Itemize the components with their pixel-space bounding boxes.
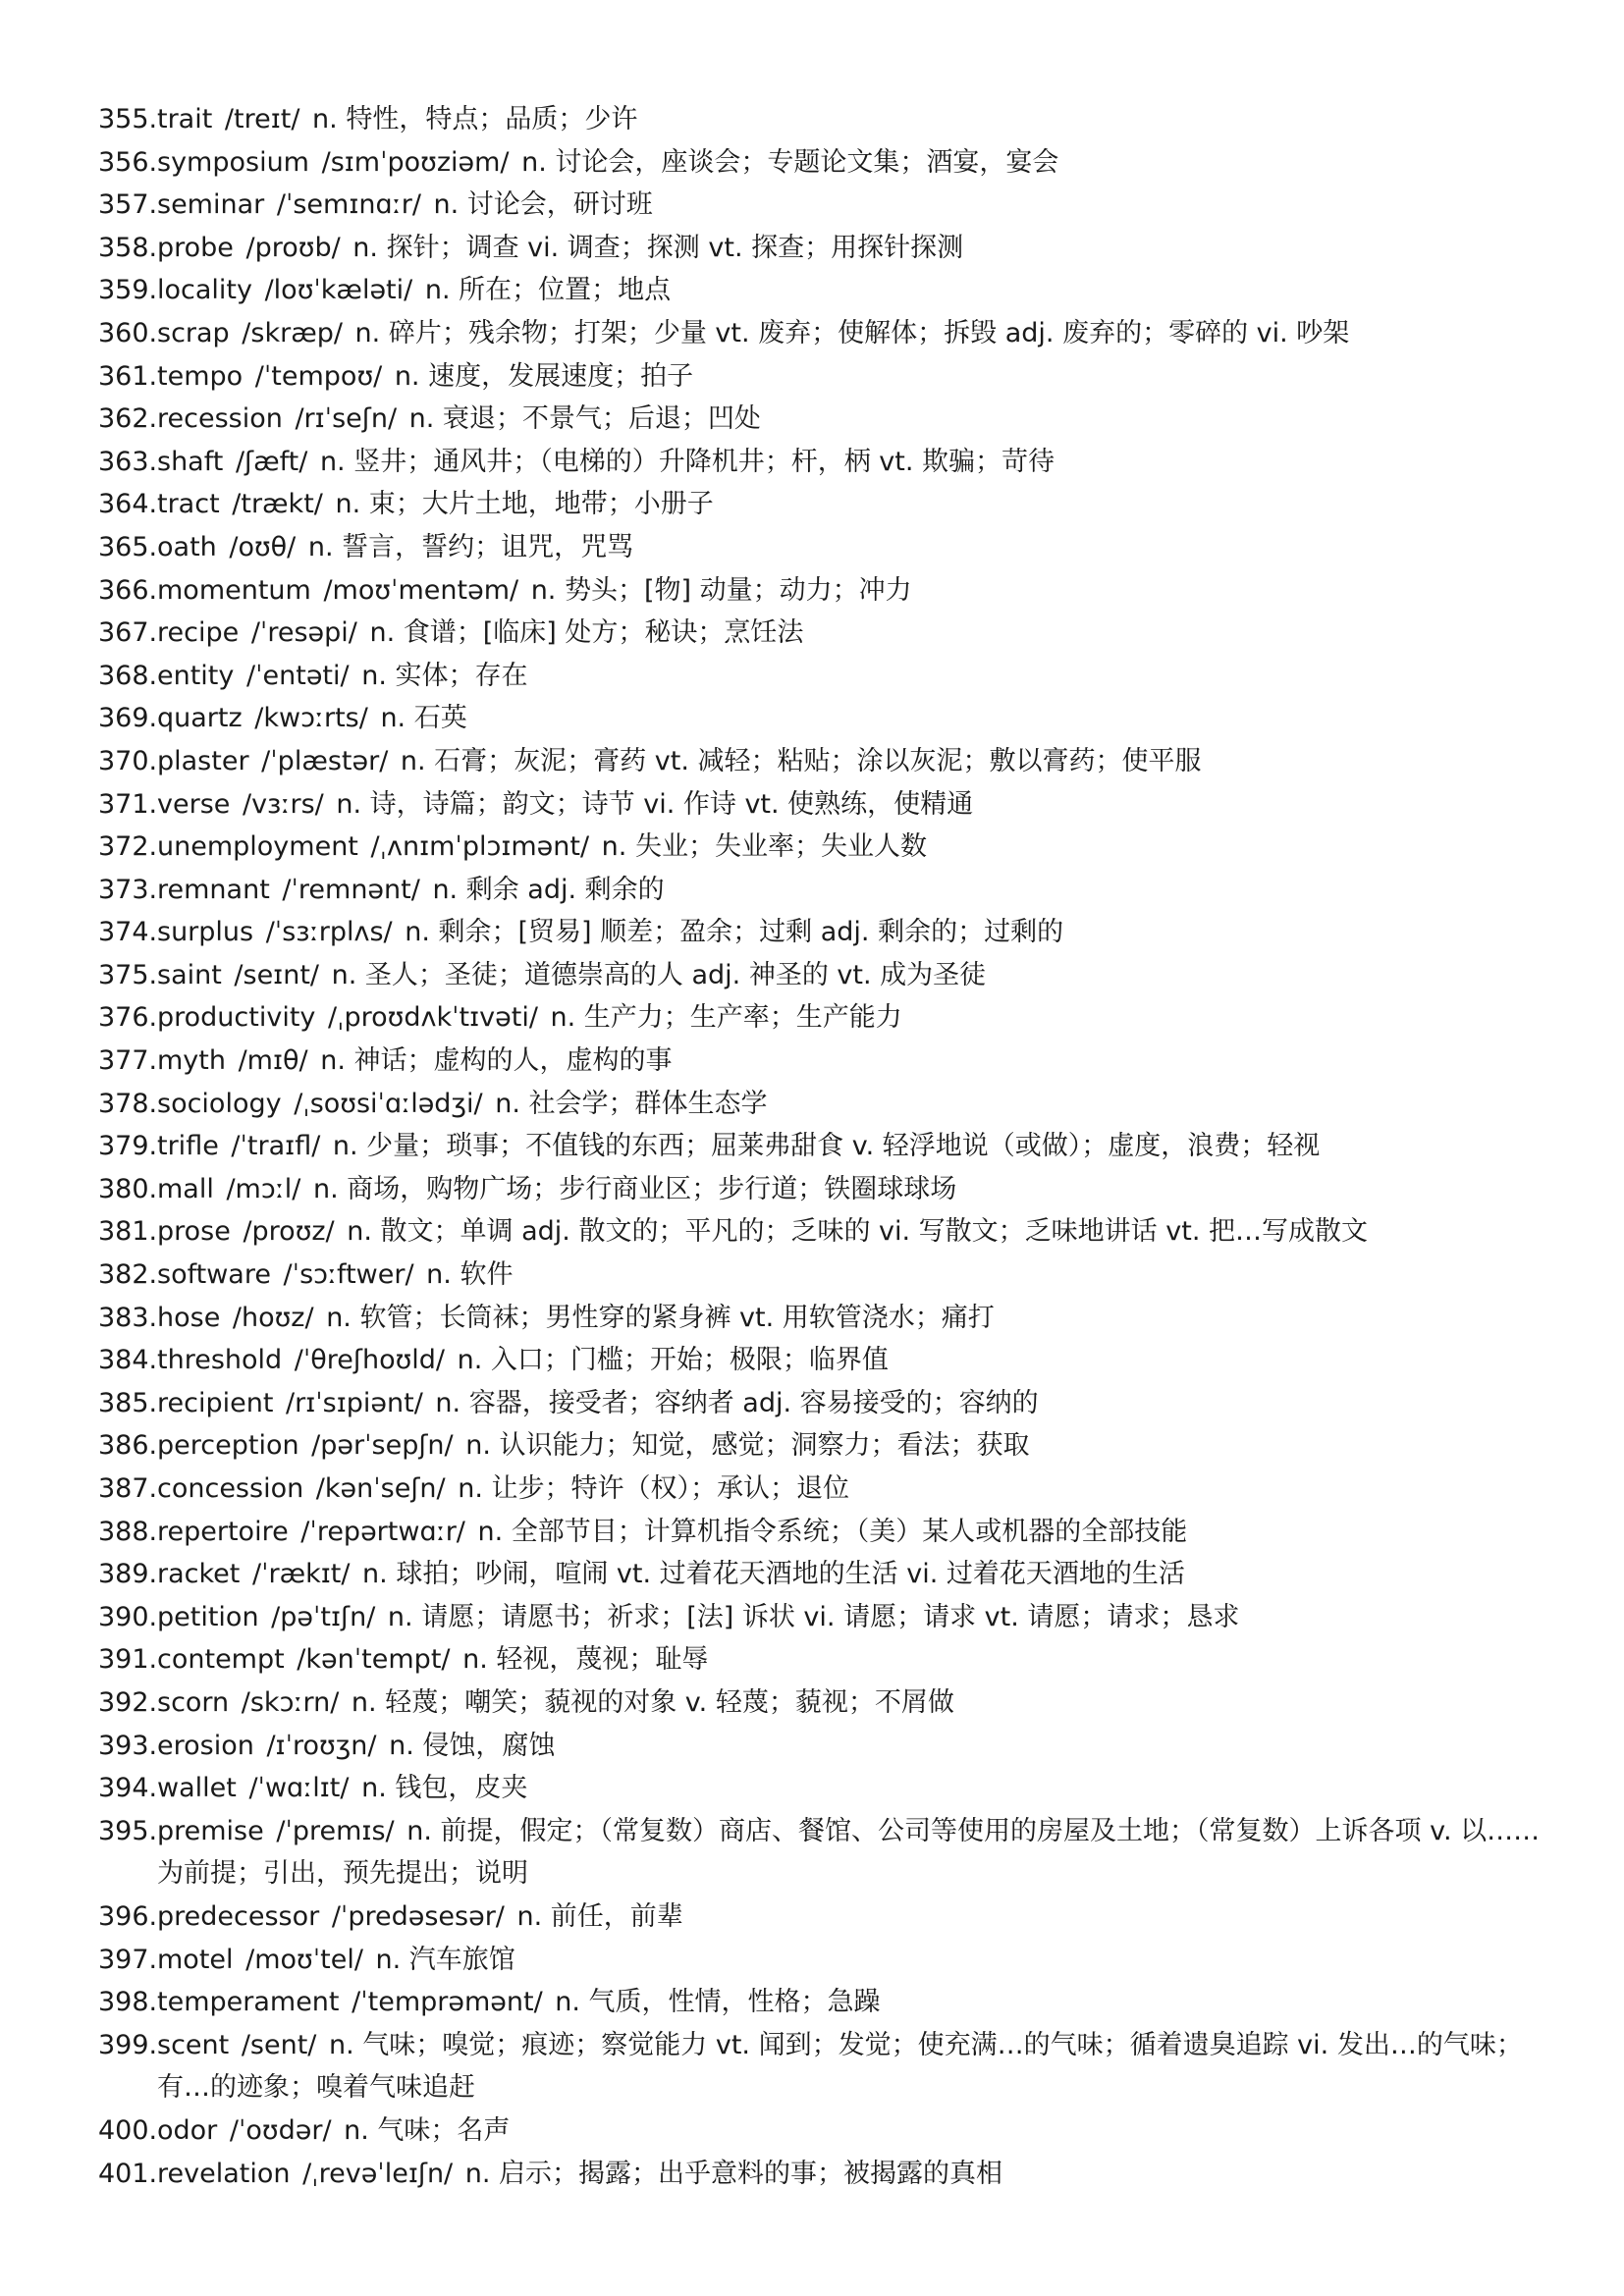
vocab-entry xyxy=(98,312,1551,355)
entry-definition: n. 软件 xyxy=(426,1259,514,1291)
vocab-entry xyxy=(98,1424,1551,1468)
entry-phonetic: /treɪt/ xyxy=(224,104,300,134)
vocab-entry xyxy=(98,1125,1551,1168)
entry-definition: n. 束；大片土地，地带；小册子 xyxy=(335,489,714,520)
entry-definition: n. 气味；名声 xyxy=(344,2114,511,2146)
entry-definition: n. 食谱；[临床] 处方；秘诀；烹饪法 xyxy=(369,617,804,649)
entry-definition: n. 商场，购物广场；步行商业区；步行道；铁圈球球场 xyxy=(312,1173,957,1204)
entry-word: myth xyxy=(157,1045,226,1077)
entry-phonetic: /rɪˈseʃn/ xyxy=(295,403,398,435)
entry-phonetic: /kənˈtempt/ xyxy=(297,1644,451,1676)
entry-phonetic: /proʊb/ xyxy=(245,232,341,263)
entry-word: premise xyxy=(157,1815,264,1846)
vocab-entry xyxy=(98,1254,1551,1297)
vocab-entry xyxy=(98,1767,1551,1810)
entry-phonetic: /oʊθ/ xyxy=(229,531,297,562)
entry-number: 393. xyxy=(98,1730,158,1761)
vocab-entry xyxy=(98,954,1551,997)
vocab-entry xyxy=(98,1810,1551,1896)
entry-word: tract xyxy=(157,489,220,520)
entry-number: 400. xyxy=(98,2114,158,2146)
entry-definition: n. 圣人；圣徒；道德崇高的人 adj. 神圣的 vt. 成为圣徒 xyxy=(331,959,987,990)
entry-phonetic: /pəˈtɪʃn/ xyxy=(271,1601,376,1632)
entry-number: 371. xyxy=(98,788,158,820)
vocab-entry xyxy=(98,441,1551,484)
entry-word: revelation xyxy=(157,2158,291,2189)
entry-word: motel xyxy=(157,1944,234,1975)
entry-word: entity xyxy=(157,660,235,691)
entry-number: 370. xyxy=(98,745,158,776)
entry-phonetic: /ˈentəti/ xyxy=(245,660,350,691)
entry-phonetic: /ˌrevəˈleɪʃn/ xyxy=(302,2158,454,2189)
entry-word: saint xyxy=(157,959,222,990)
entry-number: 385. xyxy=(98,1387,158,1418)
entry-number: 384. xyxy=(98,1345,158,1376)
entry-number: 368. xyxy=(98,660,158,691)
entry-definition: n. 所在；位置；地点 xyxy=(424,275,672,306)
entry-definition: n. 钱包，皮夹 xyxy=(361,1773,528,1804)
entry-definition: n. 石膏；灰泥；膏药 vt. 减轻；粘贴；涂以灰泥；敷以膏药；使平服 xyxy=(400,745,1202,776)
entry-definition: n. 剩余 adj. 剩余的 xyxy=(432,874,665,905)
entry-phonetic: /proʊz/ xyxy=(243,1216,335,1248)
entry-word: tempo xyxy=(157,360,244,392)
vocab-entry xyxy=(98,526,1551,569)
entry-word: prose xyxy=(157,1216,231,1248)
entry-number: 372. xyxy=(98,831,158,863)
vocab-entry xyxy=(98,569,1551,613)
vocab-entry xyxy=(98,1468,1551,1511)
entry-definition: n. 衰退；不景气；后退；凹处 xyxy=(408,403,761,435)
entry-number: 382. xyxy=(98,1259,158,1291)
entry-phonetic: /ˌproʊdʌkˈtɪvəti/ xyxy=(328,1002,538,1034)
entry-number: 391. xyxy=(98,1644,158,1676)
vocab-entry xyxy=(98,227,1551,270)
entry-word: symposium xyxy=(157,146,309,178)
entry-number: 363. xyxy=(98,446,158,477)
entry-phonetic: /moʊˈtel/ xyxy=(245,1944,363,1975)
entry-phonetic: /ˈtemprəmənt/ xyxy=(352,1987,543,2018)
entry-number: 374. xyxy=(98,917,158,948)
entry-phonetic: /skɔːrn/ xyxy=(241,1686,340,1718)
entry-word: momentum xyxy=(157,574,311,606)
vocab-entry xyxy=(98,1638,1551,1682)
vocab-entry xyxy=(98,1896,1551,1939)
entry-definition: n. 请愿；请愿书；祈求；[法] 诉状 vi. 请愿；请求 vt. 请愿；请求；恳求 xyxy=(387,1601,1240,1632)
vocab-entry xyxy=(98,1682,1551,1725)
vocab-entry xyxy=(98,141,1551,185)
entry-word: probe xyxy=(157,232,234,263)
entry-number: 383. xyxy=(98,1302,158,1333)
entry-number: 375. xyxy=(98,959,158,990)
entry-definition: n. 石英 xyxy=(380,703,467,734)
entry-number: 364. xyxy=(98,489,158,520)
vocab-entry xyxy=(98,355,1551,399)
entry-phonetic: /ˈplæstər/ xyxy=(261,745,389,776)
entry-definition: n. 探针；调查 vi. 调查；探测 vt. 探查；用探针探测 xyxy=(352,232,964,263)
entry-definition: n. 碎片；残余物；打架；少量 vt. 废弃；使解体；拆毁 adj. 废弃的；零碎的 vi. 吵架 xyxy=(354,317,1350,348)
entry-phonetic: /ˈwɑːlɪt/ xyxy=(248,1773,350,1804)
entry-phonetic: /ˌsoʊsiˈɑːlədʒi/ xyxy=(294,1088,483,1119)
entry-number: 380. xyxy=(98,1173,158,1204)
entry-phonetic: /ˈsemɪnɑːr/ xyxy=(276,189,421,221)
entry-word: perception xyxy=(157,1430,299,1462)
entry-phonetic: /ˈoʊdər/ xyxy=(229,2114,332,2146)
entry-definition: n. 侵蚀，腐蚀 xyxy=(389,1730,556,1761)
entry-phonetic: /ˈtraɪfl/ xyxy=(231,1131,321,1162)
entry-word: trait xyxy=(157,104,213,134)
entry-word: software xyxy=(157,1259,271,1291)
vocab-entry xyxy=(98,269,1551,312)
entry-number: 359. xyxy=(98,275,158,306)
entry-word: recipient xyxy=(157,1387,274,1418)
vocab-entry xyxy=(98,1596,1551,1639)
vocab-entry xyxy=(98,697,1551,740)
entry-word: seminar xyxy=(157,189,265,221)
vocab-entry xyxy=(98,612,1551,655)
entry-phonetic: /ɪˈroʊʒn/ xyxy=(266,1730,377,1761)
entry-phonetic: /sɪmˈpoʊziəm/ xyxy=(321,146,510,178)
entry-number: 355. xyxy=(98,104,158,134)
vocab-entry xyxy=(98,996,1551,1040)
entry-word: trifle xyxy=(157,1131,219,1162)
entry-definition: n. 前任，前辈 xyxy=(516,1900,683,1932)
vocab-entry xyxy=(98,1339,1551,1382)
entry-word: oath xyxy=(157,531,217,562)
entry-phonetic: /ʃæft/ xyxy=(235,446,308,477)
entry-definition: n. 入口；门槛；开始；极限；临界值 xyxy=(457,1345,889,1376)
entry-definition: n. 认识能力；知觉，感觉；洞察力；看法；获取 xyxy=(465,1430,1030,1462)
entry-number: 378. xyxy=(98,1088,158,1119)
entry-word: quartz xyxy=(157,703,243,734)
entry-number: 394. xyxy=(98,1773,158,1804)
entry-number: 399. xyxy=(98,2029,158,2060)
entry-number: 388. xyxy=(98,1516,158,1547)
vocab-entry xyxy=(98,740,1551,783)
vocabulary-list xyxy=(98,98,1551,2195)
entry-phonetic: /ˈθreʃhoʊld/ xyxy=(294,1345,446,1376)
vocab-entry xyxy=(98,2153,1551,2196)
vocab-entry xyxy=(98,1939,1551,1982)
entry-phonetic: /kənˈseʃn/ xyxy=(315,1473,446,1504)
entry-word: verse xyxy=(157,788,231,820)
entry-definition: n. 启示；揭露；出乎意料的事；被揭露的真相 xyxy=(464,2158,1003,2189)
entry-number: 360. xyxy=(98,317,158,348)
entry-number: 373. xyxy=(98,874,158,905)
entry-definition: n. 生产力；生产率；生产能力 xyxy=(550,1002,902,1034)
entry-definition: n. 誓言，誓约；诅咒，咒骂 xyxy=(307,531,634,562)
entry-word: racket xyxy=(157,1559,241,1590)
entry-definition: n. 速度，发展速度；拍子 xyxy=(394,360,694,392)
entry-number: 369. xyxy=(98,703,158,734)
entry-definition: n. 汽车旅馆 xyxy=(375,1944,515,1975)
entry-phonetic: /trækt/ xyxy=(232,489,323,520)
entry-word: productivity xyxy=(157,1002,316,1034)
entry-word: odor xyxy=(157,2114,218,2146)
vocab-entry xyxy=(98,869,1551,912)
entry-number: 367. xyxy=(98,617,158,649)
entry-definition: n. 容器，接受者；容纳者 adj. 容易接受的；容纳的 xyxy=(435,1387,1039,1418)
entry-word: recession xyxy=(157,403,283,435)
entry-word: concession xyxy=(157,1473,304,1504)
entry-word: locality xyxy=(157,275,252,306)
entry-definition: n. 失业；失业率；失业人数 xyxy=(601,831,927,863)
entry-phonetic: /skræp/ xyxy=(242,317,343,348)
entry-phonetic: /ˈpremɪs/ xyxy=(276,1815,395,1846)
entry-word: repertoire xyxy=(157,1516,289,1547)
entry-phonetic: /ˌʌnɪmˈplɔɪmənt/ xyxy=(370,831,590,863)
entry-word: scorn xyxy=(157,1686,230,1718)
entry-number: 376. xyxy=(98,1002,158,1034)
entry-number: 398. xyxy=(98,1987,158,2018)
entry-definition: n. 散文；单调 adj. 散文的；平凡的；乏味的 vi. 写散文；乏味地讲话 vt. 把…写成散文 xyxy=(347,1216,1368,1248)
entry-definition: n. 特性，特点；品质；少许 xyxy=(312,104,638,134)
entry-phonetic: /ˈresəpi/ xyxy=(250,617,357,649)
entry-number: 395. xyxy=(98,1815,158,1846)
vocab-entry xyxy=(98,1040,1551,1083)
entry-definition: n. 讨论会，研讨班 xyxy=(433,189,653,221)
vocab-entry xyxy=(98,98,1551,141)
vocab-entry xyxy=(98,783,1551,827)
entry-word: threshold xyxy=(157,1345,283,1376)
vocab-entry xyxy=(98,1168,1551,1211)
entry-number: 366. xyxy=(98,574,158,606)
entry-word: sociology xyxy=(157,1088,282,1119)
entry-phonetic: /rɪˈsɪpiənt/ xyxy=(286,1387,423,1418)
entry-number: 357. xyxy=(98,189,158,221)
entry-number: 361. xyxy=(98,360,158,392)
entry-definition: n. 轻蔑；嘲笑；藐视的对象 v. 轻蔑；藐视；不屑做 xyxy=(351,1686,954,1718)
entry-phonetic: /ˈrækɪt/ xyxy=(251,1559,351,1590)
entry-number: 397. xyxy=(98,1944,158,1975)
entry-number: 377. xyxy=(98,1045,158,1077)
entry-phonetic: /loʊˈkæləti/ xyxy=(264,275,413,306)
vocab-entry xyxy=(98,483,1551,526)
entry-phonetic: /kwɔːrts/ xyxy=(254,703,368,734)
entry-number: 389. xyxy=(98,1559,158,1590)
entry-definition: n. 社会学；群体生态学 xyxy=(495,1088,768,1119)
entry-number: 381. xyxy=(98,1216,158,1248)
entry-word: mall xyxy=(157,1173,214,1204)
entry-phonetic: /seɪnt/ xyxy=(234,959,320,990)
vocab-entry xyxy=(98,1083,1551,1126)
entry-word: surplus xyxy=(157,917,254,948)
entry-definition: n. 少量；琐事；不值钱的东西；屈莱弗甜食 v. 轻浮地说（或做）；虚度，浪费；轻视 xyxy=(332,1131,1321,1162)
entry-definition: n. 气味；嗅觉；痕迹；察觉能力 vt. 闻到；发觉；使充满…的气味；循着遗臭追踪 vi. 发出…的气味；有…的迹象；嗅着气味追赶 xyxy=(157,2029,1523,2104)
entry-word: hose xyxy=(157,1302,221,1333)
entry-phonetic: /sent/ xyxy=(241,2029,317,2060)
vocab-entry xyxy=(98,655,1551,698)
entry-word: predecessor xyxy=(157,1900,320,1932)
vocab-entry xyxy=(98,184,1551,227)
entry-definition: n. 球拍；吵闹，喧闹 vt. 过着花天酒地的生活 vi. 过着花天酒地的生活 xyxy=(362,1559,1185,1590)
entry-definition: n. 实体；存在 xyxy=(361,660,528,691)
entry-number: 362. xyxy=(98,403,158,435)
entry-phonetic: /hoʊz/ xyxy=(232,1302,314,1333)
entry-definition: n. 竖井；通风井；（电梯的）升降机井；杆，柄 vt. 欺骗；苛待 xyxy=(319,446,1056,477)
vocab-entry xyxy=(98,2109,1551,2153)
entry-definition: n. 诗，诗篇；韵文；诗节 vi. 作诗 vt. 使熟练，使精通 xyxy=(336,788,974,820)
entry-phonetic: /ˈsɜːrplʌs/ xyxy=(265,917,393,948)
entry-definition: n. 前提，假定；（常复数）商店、餐馆、公司等使用的房屋及土地；（常复数）上诉各项 v. 以……为前提；引出，预先提出；说明 xyxy=(157,1815,1541,1890)
entry-word: erosion xyxy=(157,1730,254,1761)
entry-number: 387. xyxy=(98,1473,158,1504)
vocab-entry xyxy=(98,826,1551,869)
entry-word: scent xyxy=(157,2029,230,2060)
entry-definition: n. 让步；特许（权）；承认；退位 xyxy=(458,1473,850,1504)
entry-definition: n. 软管；长筒袜；男性穿的紧身裤 vt. 用软管浇水；痛打 xyxy=(326,1302,995,1333)
vocab-entry xyxy=(98,2024,1551,2109)
entry-number: 396. xyxy=(98,1900,158,1932)
vocab-entry xyxy=(98,1210,1551,1254)
entry-word: temperament xyxy=(157,1987,340,2018)
entry-number: 365. xyxy=(98,531,158,562)
entry-phonetic: /mɔːl/ xyxy=(226,1173,301,1204)
entry-number: 358. xyxy=(98,232,158,263)
entry-number: 356. xyxy=(98,146,158,178)
vocab-entry xyxy=(98,911,1551,954)
entry-phonetic: /ˈrepərtwɑːr/ xyxy=(300,1516,465,1547)
vocab-entry xyxy=(98,1553,1551,1596)
entry-word: wallet xyxy=(157,1773,237,1804)
entry-word: petition xyxy=(157,1601,259,1632)
entry-definition: n. 讨论会，座谈会；专题论文集；酒宴，宴会 xyxy=(521,146,1059,178)
vocab-entry xyxy=(98,1511,1551,1554)
entry-number: 392. xyxy=(98,1686,158,1718)
entry-phonetic: /moʊˈmentəm/ xyxy=(323,574,519,606)
entry-phonetic: /mɪθ/ xyxy=(238,1045,308,1077)
entry-definition: n. 轻视，蔑视；耻辱 xyxy=(462,1644,709,1676)
vocab-entry xyxy=(98,398,1551,441)
entry-definition: n. 全部节目；计算机指令系统；（美）某人或机器的全部技能 xyxy=(477,1516,1188,1547)
entry-word: shaft xyxy=(157,446,224,477)
entry-phonetic: /ˈtempoʊ/ xyxy=(254,360,383,392)
entry-phonetic: /pərˈsepʃn/ xyxy=(311,1430,454,1462)
entry-word: scrap xyxy=(157,317,230,348)
entry-phonetic: /ˈsɔːftwer/ xyxy=(283,1259,414,1291)
entry-number: 386. xyxy=(98,1430,158,1462)
entry-word: recipe xyxy=(157,617,240,649)
entry-word: remnant xyxy=(157,874,270,905)
vocab-entry xyxy=(98,1725,1551,1768)
entry-word: contempt xyxy=(157,1644,285,1676)
entry-number: 390. xyxy=(98,1601,158,1632)
entry-phonetic: /ˈpredəsesər/ xyxy=(331,1900,505,1932)
entry-phonetic: /vɜːrs/ xyxy=(242,788,324,820)
entry-word: unemployment xyxy=(157,831,358,863)
vocab-entry xyxy=(98,1297,1551,1340)
entry-number: 379. xyxy=(98,1131,158,1162)
entry-word: plaster xyxy=(157,745,249,776)
entry-definition: n. 神话；虚构的人，虚构的事 xyxy=(320,1045,673,1077)
entry-definition: n. 气质，性情，性格；急躁 xyxy=(555,1987,881,2018)
entry-definition: n. 剩余；[贸易] 顺差；盈余；过剩 adj. 剩余的；过剩的 xyxy=(405,917,1064,948)
entry-definition: n. 势头；[物] 动量；动力；冲力 xyxy=(530,574,912,606)
vocab-entry xyxy=(98,1981,1551,2024)
vocab-entry xyxy=(98,1382,1551,1425)
entry-phonetic: /ˈremnənt/ xyxy=(282,874,420,905)
entry-number: 401. xyxy=(98,2158,158,2189)
